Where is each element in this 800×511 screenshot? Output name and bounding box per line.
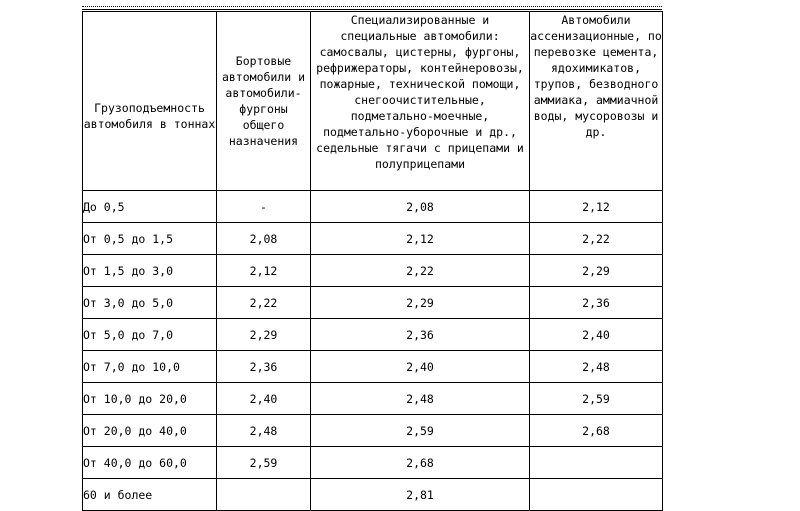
table-row [83, 191, 663, 223]
flatbed-cell: 2,08 [217, 223, 311, 255]
table-row [83, 479, 663, 511]
flatbed-cell: 2,48 [217, 415, 311, 447]
special-cell: 2,08 [311, 191, 530, 223]
capacity-cell: До 0,5 [83, 191, 217, 223]
table-row [83, 447, 663, 479]
header-flatbed: Бортовые автомобили и автомобили-фургоны общего назначения [217, 12, 311, 191]
sanitation-cell: 2,29 [530, 255, 663, 287]
flatbed-cell: 2,40 [217, 383, 311, 415]
header-sanitation: Автомобили ассенизационные, по перевозке цемента, ядохимикатов, трупов, безводного аммиака, аммиачной воды, мусоровозы и др. [530, 12, 663, 191]
table-row [83, 415, 663, 447]
special-cell: 2,68 [311, 447, 530, 479]
table-header-row [83, 12, 663, 191]
flatbed-cell: - [217, 191, 311, 223]
header-capacity-text: Грузоподъемность автомобиля в тоннах [83, 101, 216, 131]
flatbed-cell: 2,29 [217, 319, 311, 351]
sanitation-cell: 2,48 [530, 351, 663, 383]
capacity-cell: От 10,0 до 20,0 [83, 383, 217, 415]
special-cell: 2,81 [311, 479, 530, 511]
sanitation-cell: 2,36 [530, 287, 663, 319]
table-row [83, 287, 663, 319]
table-row [83, 255, 663, 287]
capacity-cell: От 1,5 до 3,0 [83, 255, 217, 287]
capacity-cell: От 5,0 до 7,0 [83, 319, 217, 351]
capacity-cell: От 0,5 до 1,5 [83, 223, 217, 255]
flatbed-cell: 2,12 [217, 255, 311, 287]
table-row [83, 383, 663, 415]
capacity-cell: 60 и более [83, 479, 217, 511]
flatbed-cell [217, 479, 311, 511]
special-cell: 2,29 [311, 287, 530, 319]
sanitation-cell [530, 479, 663, 511]
flatbed-cell: 2,36 [217, 351, 311, 383]
capacity-cell: От 7,0 до 10,0 [83, 351, 217, 383]
table-row [83, 319, 663, 351]
sanitation-cell: 2,12 [530, 191, 663, 223]
capacity-cell: От 40,0 до 60,0 [83, 447, 217, 479]
sanitation-cell: 2,59 [530, 383, 663, 415]
special-cell: 2,59 [311, 415, 530, 447]
special-cell: 2,36 [311, 319, 530, 351]
sanitation-cell: 2,40 [530, 319, 663, 351]
sanitation-cell [530, 447, 663, 479]
header-capacity [83, 12, 217, 191]
sanitation-cell: 2,22 [530, 223, 663, 255]
special-cell: 2,12 [311, 223, 530, 255]
special-cell: 2,40 [311, 351, 530, 383]
flatbed-cell: 2,22 [217, 287, 311, 319]
special-cell: 2,22 [311, 255, 530, 287]
norms-table [82, 11, 663, 511]
table-row [83, 351, 663, 383]
flatbed-cell: 2,59 [217, 447, 311, 479]
special-cell: 2,48 [311, 383, 530, 415]
sanitation-cell: 2,68 [530, 415, 663, 447]
capacity-cell: От 3,0 до 5,0 [83, 287, 217, 319]
table-row [83, 223, 663, 255]
top-dotted-rule [82, 6, 662, 7]
header-special: Специализированные и специальные автомобили: самосвалы, цистерны, фургоны, рефрижераторы, контейнеровозы, пожарные, технической помощи, снегоочистительные, подметально-моечные, подметально-уборочные и др., седельные тягачи с прицепами и полуприцепами [311, 12, 530, 191]
capacity-cell: От 20,0 до 40,0 [83, 415, 217, 447]
top-solid-rule [82, 9, 662, 10]
